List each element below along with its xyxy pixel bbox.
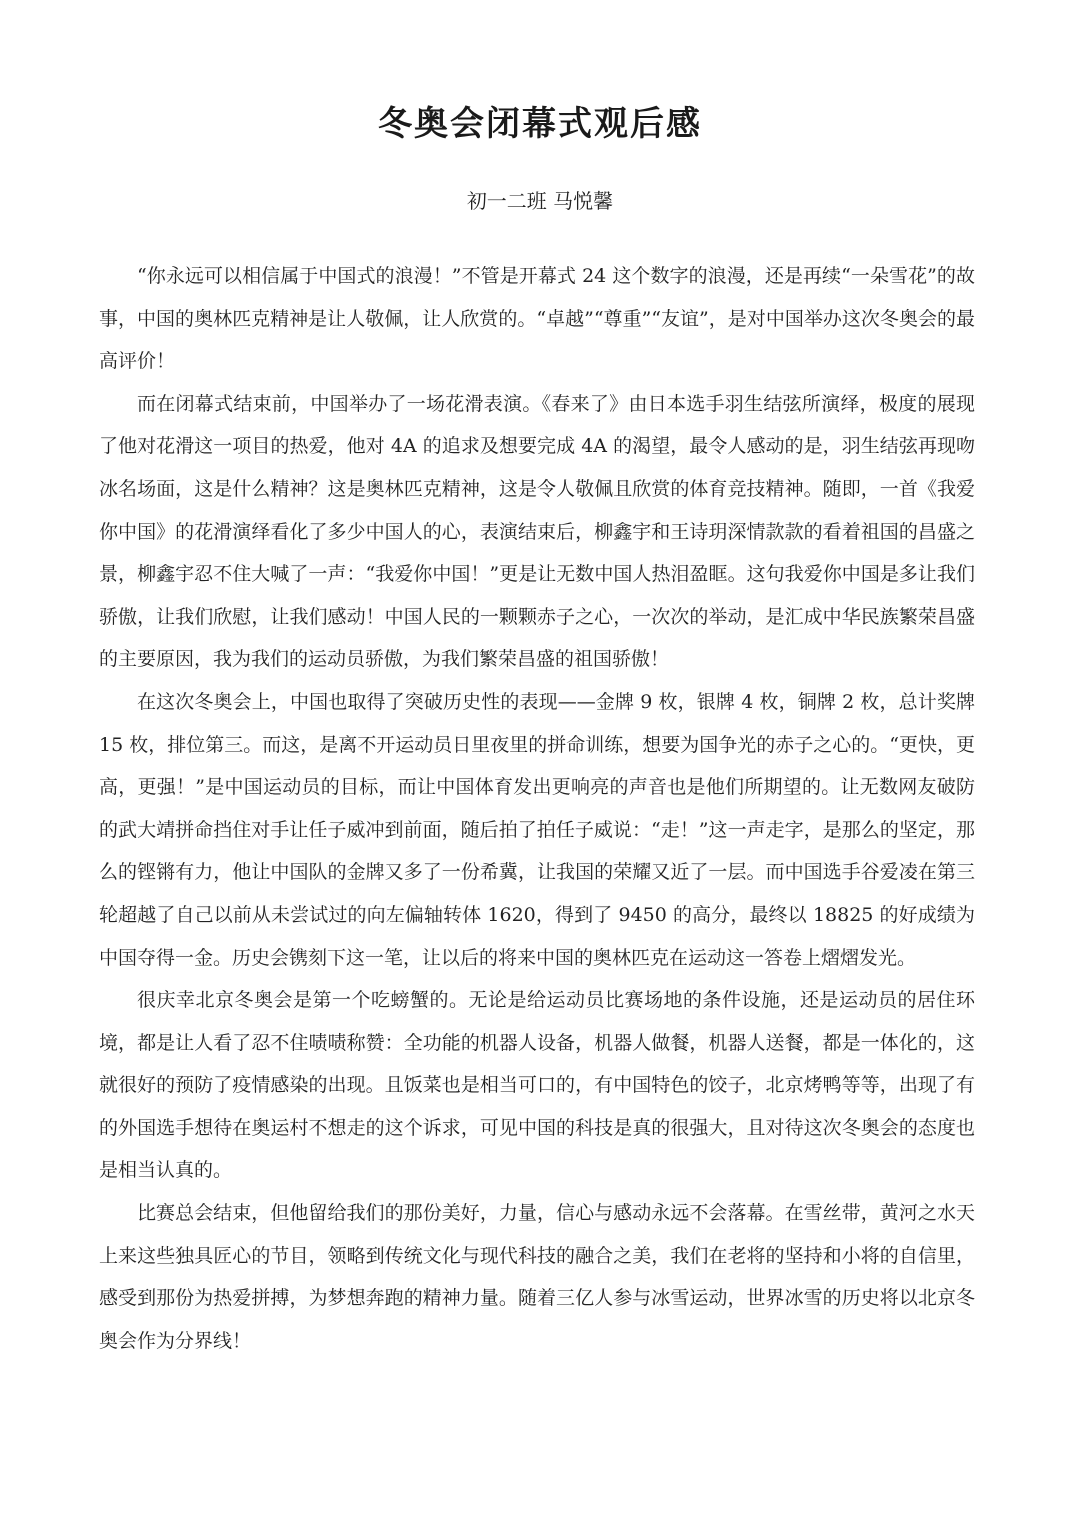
paragraph-1: “你永远可以相信属于中国式的浪漫！”不管是开幕式 24 这个数字的浪漫，还是再续“一朵雪花”的故事，中国的奥林匹克精神是让人敬佩，让人欣赏的。“卓越”“尊重”“友谊”，是对中国举办这次冬奥会的最高评价！	[99, 265, 975, 373]
paragraph-4: 很庆幸北京冬奥会是第一个吃螃蟹的。无论是给运动员比赛场地的条件设施，还是运动员的居住环境，都是让人看了忍不住啧啧称赞：全功能的机器人设备，机器人做餐，机器人送餐，都是一体化的，这就很好的预防了疫情感染的出现。且饭菜也是相当可口的，有中国特色的饺子，北京烤鸭等等，出现了有的外国选手想待在奥运村不想走的这个诉求，可见中国的科技是真的很强大，且对待这次冬奥会的态度也是相当认真的。	[99, 989, 975, 1182]
document-title: 冬奥会闭幕式观后感	[378, 104, 702, 144]
paragraph-3: 在这次冬奥会上，中国也取得了突破历史性的表现——金牌 9 枚，银牌 4 枚，铜牌 2 枚，总计奖牌 15 枚，排位第三。而这，是离不开运动员日里夜里的拼命训练，想要为国争光的赤子之心的。“更快，更高，更强！”是中国运动员的目标，而让中国体育发出更响亮的声音也是他们所期望的。让无数网友破防的武大靖拼命挡住对手让任子威冲到前面，随后拍了拍任子威说：“走！”这一声走字，是那么的坚定，那么的铿锵有力，他让中国队的金牌又多了一份希冀，让我国的荣耀又近了一层。而中国选手谷爱凌在第三轮超越了自己以前从未尝试过的向左偏轴转体 1620，得到了 9450 的高分，最终以 18825 的好成绩为中国夺得一金。历史会镌刻下这一笔，让以后的将来中国的奥林匹克在运动这一答卷上熠熠发光。	[99, 690, 975, 969]
paragraph-2: 而在闭幕式结束前，中国举办了一场花滑表演。《春来了》由日本选手羽生结弦所演绎，极度的展现了他对花滑这一项目的热爱，他对 4A 的追求及想要完成 4A 的渴望，最令人感动的是，羽生结弦再现吻冰名场面，这是什么精神？这是奥林匹克精神，这是令人敬佩且欣赏的体育竞技精神。随即，一首《我爱你中国》的花滑演绎看化了多少中国人的心，表演结束后，柳鑫宇和王诗玥深情款款的看着祖国的昌盛之景，柳鑫宇忍不住大喊了一声：“我爱你中国！”更是让无数中国人热泪盈眶。这句我爱你中国是多让我们骄傲，让我们欣慰，让我们感动！中国人民的一颗颗赤子之心，一次次的举动，是汇成中华民族繁荣昌盛的主要原因，我为我们的运动员骄傲，为我们繁荣昌盛的祖国骄傲！	[99, 392, 975, 671]
paragraph-5: 比赛总会结束，但他留给我们的那份美好，力量，信心与感动永远不会落幕。在雪丝带，黄河之水天上来这些独具匠心的节目，领略到传统文化与现代科技的融合之美，我们在老将的坚持和小将的自信里，感受到那份为热爱拼搏，为梦想奔跑的精神力量。随着三亿人参与冰雪运动，世界冰雪的历史将以北京冬奥会作为分界线！	[99, 1202, 975, 1352]
author-line: 初一二班 马悦馨	[466, 189, 614, 213]
document-body	[99, 255, 975, 1362]
